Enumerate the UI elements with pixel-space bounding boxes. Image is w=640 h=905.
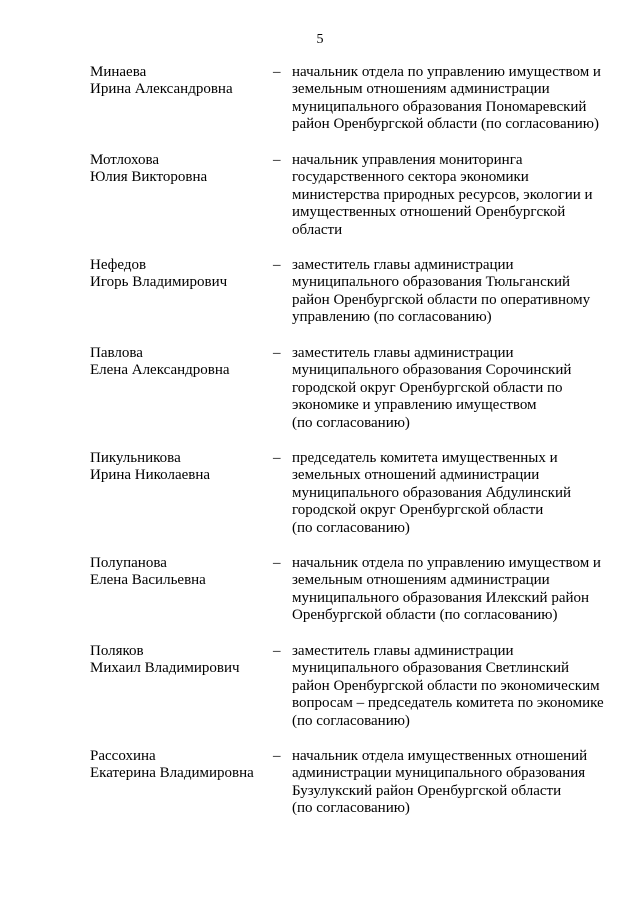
dash-separator: – [273,152,281,168]
member-given-name: Михаил Владимирович [90,660,240,677]
dash-separator: – [273,257,281,273]
role-line: (по согласованию) [292,414,410,431]
member-role [292,643,622,730]
member-name [90,555,270,590]
member-name [90,643,270,678]
role-line: экономике и управлению имуществом [292,397,537,414]
member-role [292,257,622,327]
role-line: начальник управления мониторинга [292,152,523,168]
role-line: государственного сектора экономики [292,169,529,186]
role-line: муниципального образования Абдулинский [292,484,572,501]
member-role [292,555,622,625]
member-given-name: Игорь Владимирович [90,274,228,291]
member-name [90,64,270,99]
member-name [90,152,270,187]
member-surname: Павлова [90,345,143,361]
role-line: управлению (по согласованию) [292,309,492,326]
dash-separator: – [273,748,281,764]
role-line: заместитель главы администрации [292,345,514,361]
member-given-name: Юлия Викторовна [90,169,208,186]
role-line: области [292,221,343,238]
dash-separator: – [273,555,281,571]
role-line: земельным отношениям администрации [292,81,550,98]
role-line: заместитель главы администрации [292,643,514,659]
member-surname: Нефедов [90,257,147,273]
role-line: земельным отношениям администрации [292,572,550,589]
member-surname: Мотлохова [90,152,160,168]
role-line: городской округ Оренбургской области [292,502,544,519]
member-given-name: Ирина Николаевна [90,467,211,484]
member-given-name: Ирина Александровна [90,81,233,98]
role-line: администрации муниципального образования [292,765,586,782]
role-line: земельных отношений администрации [292,467,540,484]
member-surname: Пикульникова [90,450,181,466]
role-line: (по согласованию) [292,712,410,729]
role-line: район Оренбургской области по оперативному [292,291,591,308]
role-line: муниципального образования Илекский район [292,589,590,606]
role-line: начальник отдела по управлению имуществом и [292,555,601,571]
role-line: начальник отдела по управлению имуществом и [292,64,601,80]
dash-separator: – [273,64,281,80]
member-role [292,64,622,134]
member-surname: Полупанова [90,555,167,571]
role-line: Бузулукский район Оренбургской области [292,782,562,799]
member-surname: Минаева [90,64,147,80]
dash-separator: – [273,450,281,466]
role-line: район Оренбургской области по экономическим [292,677,600,694]
role-line: район Оренбургской области (по согласованию) [292,116,599,133]
dash-separator: – [273,643,281,659]
role-line: муниципального образования Светлинский [292,660,570,677]
member-role [292,152,622,239]
role-line: имущественных отношений Оренбургской [292,204,566,221]
role-line: председатель комитета имущественных и [292,450,558,466]
page-number: 5 [316,32,324,47]
role-line: начальник отдела имущественных отношений [292,748,588,764]
member-given-name: Елена Васильевна [90,572,206,589]
role-line: муниципального образования Пономаревский [292,98,587,115]
member-surname: Рассохина [90,748,156,764]
member-name [90,450,270,485]
dash-separator: – [273,345,281,361]
role-line: вопросам – председатель комитета по экономике [292,695,604,712]
member-name [90,748,270,783]
role-line: муниципального образования Тюльганский [292,274,571,291]
role-line: Оренбургской области (по согласованию) [292,607,558,624]
member-role [292,345,622,432]
role-line: муниципального образования Сорочинский [292,362,572,379]
role-line: (по согласованию) [292,800,410,817]
role-line: министерства природных ресурсов, экологии и [292,186,593,203]
member-role [292,450,622,537]
member-given-name: Екатерина Владимировна [90,765,254,782]
member-given-name: Елена Александровна [90,362,230,379]
member-name [90,257,270,292]
member-role [292,748,622,818]
role-line: (по согласованию) [292,519,410,536]
role-line: заместитель главы администрации [292,257,514,273]
role-line: городской округ Оренбургской области по [292,379,563,396]
member-surname: Поляков [90,643,144,659]
member-name [90,345,270,380]
